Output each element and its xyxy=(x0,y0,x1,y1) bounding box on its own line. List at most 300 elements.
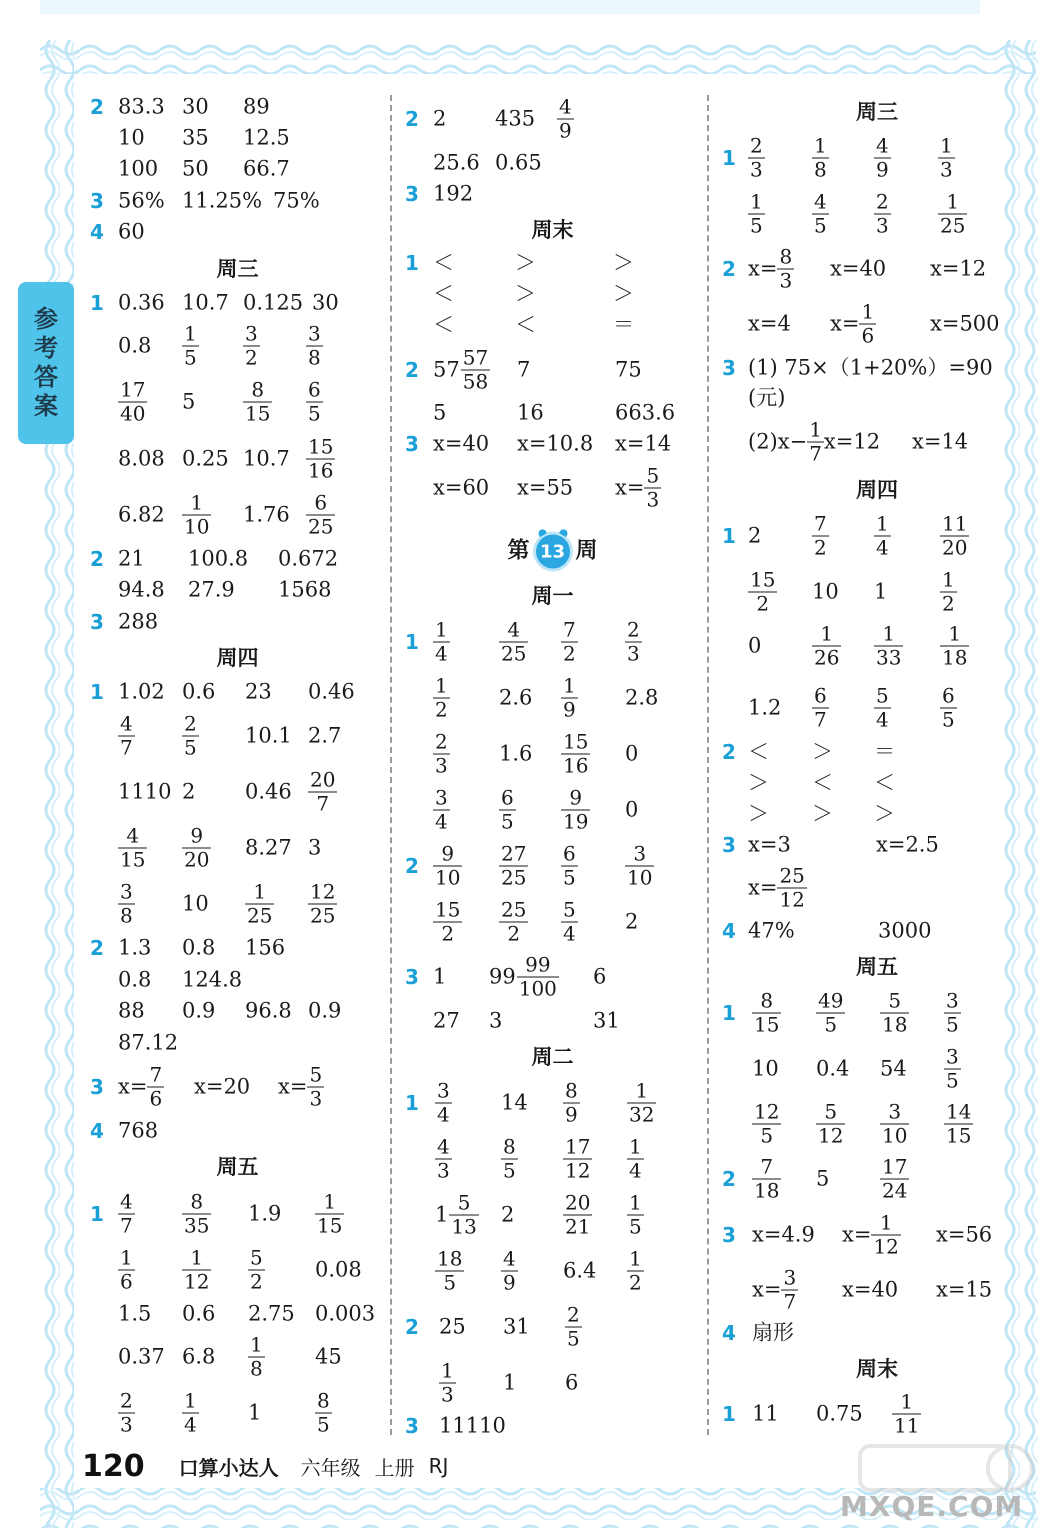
fraction xyxy=(625,619,642,666)
answer-value xyxy=(892,1391,921,1438)
fraction xyxy=(557,96,574,143)
denominator: 35 xyxy=(184,1213,210,1238)
answer-value: ＞ xyxy=(812,739,833,764)
answer-value: 0 xyxy=(625,741,639,766)
denominator: 15 xyxy=(120,847,146,872)
fraction xyxy=(627,1248,644,1295)
numerator: 27 xyxy=(501,841,527,866)
answer-value: ＞ xyxy=(613,281,634,306)
fraction xyxy=(625,843,654,890)
denominator: 9 xyxy=(565,1102,578,1127)
answer-value: 5 xyxy=(816,1166,830,1191)
answer-value: x=60 xyxy=(433,475,490,500)
answer-value: 1 xyxy=(433,964,447,989)
question-number: 4 xyxy=(90,1119,104,1143)
answer-value xyxy=(880,1101,909,1148)
answer-value: 8.27 xyxy=(245,835,292,860)
numerator: 5 xyxy=(563,897,576,922)
denominator: 8 xyxy=(120,903,133,928)
answer-value xyxy=(433,843,462,890)
answer-value: 6.8 xyxy=(182,1344,216,1369)
fraction xyxy=(874,513,891,560)
numerator: 2 xyxy=(435,729,448,754)
answer-value: 156 xyxy=(245,935,286,960)
mixed-whole: 57 xyxy=(433,357,460,382)
question-number: 3 xyxy=(90,189,104,213)
numerator: 3 xyxy=(435,785,448,810)
question-number: 2 xyxy=(90,95,104,119)
answer-value: ＜ xyxy=(433,281,454,306)
denominator: 24 xyxy=(882,1178,908,1203)
numerator: 8 xyxy=(317,1388,330,1413)
denominator: 5 xyxy=(750,213,763,238)
answer-value: ＞ xyxy=(812,801,833,826)
numerator: 1 xyxy=(629,1246,642,1271)
edition-label: RJ xyxy=(428,1454,449,1478)
answer-value xyxy=(118,825,147,872)
numerator: 49 xyxy=(818,988,844,1013)
numerator: 3 xyxy=(946,1044,959,1069)
fraction xyxy=(812,135,829,182)
denominator: 5 xyxy=(946,1068,959,1093)
answer-value: 30 xyxy=(182,94,209,119)
answer-value: 1 xyxy=(874,579,888,604)
fraction xyxy=(306,436,335,483)
denominator: 8 xyxy=(814,157,827,182)
answer-value xyxy=(182,825,211,872)
numerator: 6 xyxy=(942,683,955,708)
fraction xyxy=(874,623,903,670)
fraction xyxy=(433,787,450,834)
fraction xyxy=(182,323,199,370)
denominator: 6 xyxy=(149,1086,163,1111)
denominator: 9 xyxy=(876,157,889,182)
answer-value: 2.8 xyxy=(625,685,659,710)
denominator: 18 xyxy=(882,1012,908,1037)
answer-value: 54 xyxy=(880,1056,907,1081)
answer-value: ＜ xyxy=(515,312,536,337)
answer-value: 11110 xyxy=(439,1413,506,1438)
numerator: 3 xyxy=(946,988,959,1013)
day-heading: 周末 xyxy=(856,1357,898,1381)
fraction xyxy=(752,1101,781,1148)
denominator: 10 xyxy=(435,865,461,890)
answer-value: 10.1 xyxy=(245,723,292,748)
numerator: 17 xyxy=(882,1154,908,1179)
question-number: 1 xyxy=(405,251,419,275)
denominator: 12 xyxy=(873,1234,899,1259)
denominator: 4 xyxy=(876,707,889,732)
answer-value: 1.9 xyxy=(248,1201,282,1226)
fraction xyxy=(182,1390,199,1437)
answer-value: 0.65 xyxy=(495,150,542,175)
numerator: 1 xyxy=(184,1388,197,1413)
expr-prefix: x= xyxy=(118,1074,148,1099)
page-footer xyxy=(82,1448,462,1484)
numerator: 14 xyxy=(946,1099,972,1124)
answer-value xyxy=(433,619,450,666)
denominator: 2 xyxy=(942,591,955,616)
numerator: 9 xyxy=(441,841,455,866)
answer-value xyxy=(627,1136,644,1183)
numerator: 1 xyxy=(820,621,834,646)
answer-value: 3000 xyxy=(878,918,932,943)
answer-value: 1.3 xyxy=(118,935,152,960)
denominator: 4 xyxy=(437,1102,450,1127)
numerator: 4 xyxy=(120,711,133,736)
question-number: 4 xyxy=(90,220,104,244)
answer-value: 0.8 xyxy=(118,967,152,992)
answer-value xyxy=(812,513,829,560)
answer-value xyxy=(501,1136,518,1183)
denominator: 16 xyxy=(563,753,589,778)
answer-value xyxy=(306,379,323,426)
denominator: 5 xyxy=(629,1214,642,1239)
answer-value xyxy=(627,1248,644,1295)
answer-value xyxy=(812,623,841,670)
column-divider-2 xyxy=(707,95,709,1435)
answer-value xyxy=(435,1080,452,1127)
answer-value xyxy=(565,1304,582,1351)
answer-value: 7 xyxy=(517,357,531,382)
denominator: 3 xyxy=(437,1158,450,1183)
fraction xyxy=(565,1304,582,1351)
denominator: 9 xyxy=(559,118,572,143)
numerator: 8 xyxy=(779,244,793,269)
answer-value: 25.6 xyxy=(433,150,480,175)
fraction xyxy=(118,1247,135,1294)
answer-value: x=55 xyxy=(517,475,574,500)
denominator: 3 xyxy=(750,157,763,182)
denominator: 12 xyxy=(818,1123,844,1148)
fraction xyxy=(644,465,661,512)
numerator: 1 xyxy=(184,321,197,346)
fraction xyxy=(433,731,450,778)
answer-value: ＜ xyxy=(433,312,454,337)
answer-value: 0 xyxy=(625,797,639,822)
denominator: 15 xyxy=(245,401,271,426)
answer-value xyxy=(501,1248,518,1295)
week-prefix: 第 xyxy=(507,538,530,564)
question-number: 2 xyxy=(722,257,736,281)
answer-value: 14 xyxy=(501,1090,528,1115)
fraction xyxy=(874,135,891,182)
numerator: 17 xyxy=(565,1134,591,1159)
denominator: 12 xyxy=(184,1269,210,1294)
numerator: 7 xyxy=(563,617,576,642)
denominator: 5 xyxy=(567,1326,580,1351)
answer-value xyxy=(306,436,335,483)
mixed-whole: 99 xyxy=(489,964,516,989)
answer-value: 25 xyxy=(439,1314,466,1339)
numerator: 4 xyxy=(126,823,140,848)
numerator: 1 xyxy=(441,1358,454,1383)
numerator: 1 xyxy=(946,189,960,214)
numerator: 3 xyxy=(245,321,258,346)
answer-value xyxy=(433,899,462,946)
answer-value xyxy=(499,899,528,946)
answer-value: 1.76 xyxy=(243,502,290,527)
denominator: 21 xyxy=(565,1214,591,1239)
numerator: 6 xyxy=(308,377,321,402)
denominator: 2 xyxy=(507,921,521,946)
numerator: 2 xyxy=(120,1388,133,1413)
answer-value: 23 xyxy=(245,679,272,704)
numerator: 1 xyxy=(250,1332,263,1357)
fraction xyxy=(561,843,578,890)
numerator: 4 xyxy=(437,1134,450,1159)
answer-value xyxy=(182,1191,211,1238)
denominator: 7 xyxy=(809,441,822,466)
answer-value: 0.6 xyxy=(182,1301,216,1326)
answer-value: 10 xyxy=(812,579,839,604)
answer-value: 0.9 xyxy=(308,998,342,1023)
answer-value xyxy=(938,191,967,238)
answer-value xyxy=(435,1192,479,1239)
answer-value: 75% xyxy=(273,188,320,213)
grade-label: 六年级 xyxy=(300,1455,361,1480)
question-number: 4 xyxy=(722,1321,736,1345)
question-number: 1 xyxy=(405,1091,419,1115)
answer-value: 27 xyxy=(433,1008,460,1033)
denominator: 7 xyxy=(814,707,827,732)
numerator: 6 xyxy=(501,785,514,810)
numerator: 1 xyxy=(809,417,822,442)
denominator: 7 xyxy=(120,1213,133,1238)
fraction xyxy=(439,1360,456,1407)
fraction xyxy=(880,1156,909,1203)
fraction xyxy=(499,619,528,666)
denominator: 40 xyxy=(120,401,146,426)
fraction xyxy=(243,323,260,370)
question-number: 2 xyxy=(405,854,419,878)
denominator: 5 xyxy=(563,865,576,890)
denominator: 12 xyxy=(565,1158,591,1183)
question-number: 3 xyxy=(90,1075,104,1099)
fraction xyxy=(940,513,969,560)
answer-value: 5 xyxy=(182,389,196,414)
answer-value: 0.9 xyxy=(182,998,216,1023)
answer-value: 1.5 xyxy=(118,1301,152,1326)
denominator: 15 xyxy=(946,1123,972,1148)
fraction xyxy=(315,1191,344,1238)
fraction xyxy=(812,191,829,238)
fraction xyxy=(449,1192,478,1239)
answer-value: (元) xyxy=(748,385,786,410)
fraction xyxy=(871,1212,900,1259)
denominator: 4 xyxy=(435,809,448,834)
numerator: 20 xyxy=(310,767,336,792)
side-tab-answers xyxy=(18,282,74,444)
answer-value: 0.37 xyxy=(118,1344,165,1369)
fraction xyxy=(874,191,891,238)
answer-value xyxy=(433,347,490,394)
denominator: 8 xyxy=(250,1356,263,1381)
watermark-text: MXQE.COM xyxy=(840,1490,1024,1523)
answer-value: x=4.9 xyxy=(752,1222,815,1247)
fraction xyxy=(182,1191,211,1238)
numerator: 8 xyxy=(565,1078,578,1103)
question-number: 4 xyxy=(722,919,736,943)
numerator: 5 xyxy=(876,683,889,708)
numerator: 17 xyxy=(120,377,146,402)
answer-value: 1110 xyxy=(118,779,172,804)
answer-value: 2 xyxy=(501,1202,515,1227)
answer-value xyxy=(563,1080,580,1127)
question-number: 3 xyxy=(405,432,419,456)
numerator: 57 xyxy=(462,345,489,370)
day-heading: 周五 xyxy=(216,1155,259,1179)
answer-value: 0.672 xyxy=(278,546,339,571)
answer-value: 10.7 xyxy=(182,290,229,315)
fraction xyxy=(563,1192,592,1239)
question-number: 2 xyxy=(405,107,419,131)
answer-value xyxy=(816,990,845,1037)
answer-value xyxy=(880,990,909,1037)
numerator: 8 xyxy=(760,988,774,1013)
answer-value xyxy=(748,569,777,616)
answer-value xyxy=(874,685,891,732)
answer-value: 56% xyxy=(118,188,165,213)
numerator: 3 xyxy=(888,1099,902,1124)
answer-value: 6 xyxy=(593,964,607,989)
answer-value xyxy=(308,881,337,928)
answer-value xyxy=(561,731,590,778)
numerator: 25 xyxy=(779,863,805,888)
answer-value: 0.46 xyxy=(245,779,292,804)
numerator: 4 xyxy=(503,1246,516,1271)
numerator: 1 xyxy=(435,673,448,698)
answer-value xyxy=(315,1390,332,1437)
denominator: 8 xyxy=(308,345,321,370)
fraction xyxy=(499,843,528,890)
denominator: 58 xyxy=(462,369,489,394)
fraction xyxy=(561,619,578,666)
denominator: 10 xyxy=(882,1123,908,1148)
denominator: 4 xyxy=(184,1412,197,1437)
answer-value: 96.8 xyxy=(245,998,292,1023)
expr-suffix: x=12 xyxy=(823,429,881,454)
answer-value xyxy=(625,619,642,666)
question-number: 1 xyxy=(722,524,736,548)
answer-value xyxy=(627,1192,644,1239)
fraction xyxy=(859,301,876,348)
fraction xyxy=(118,1390,135,1437)
answer-value xyxy=(182,323,199,370)
fraction xyxy=(182,1247,211,1294)
question-number: 1 xyxy=(90,1202,104,1226)
answer-value xyxy=(248,1334,265,1381)
answer-value: 0.46 xyxy=(308,679,355,704)
answer-value: 5 xyxy=(433,400,447,425)
fraction xyxy=(118,825,147,872)
denominator: 18 xyxy=(754,1178,780,1203)
answer-value xyxy=(439,1360,456,1407)
numerator: 12 xyxy=(754,1099,780,1124)
answer-value xyxy=(499,619,528,666)
numerator: 3 xyxy=(633,841,647,866)
answer-value xyxy=(748,246,794,293)
fraction xyxy=(748,191,765,238)
answer-value xyxy=(874,513,891,560)
fraction xyxy=(748,569,777,616)
answer-value xyxy=(306,323,323,370)
denominator: 25 xyxy=(247,903,273,928)
answer-value xyxy=(561,675,578,722)
side-tab-char: 参 xyxy=(34,305,58,334)
numerator: 8 xyxy=(190,1189,204,1214)
answer-value: x=4 xyxy=(748,311,791,336)
denominator: 2 xyxy=(250,1269,263,1294)
answer-value: 2 xyxy=(748,523,762,548)
denominator: 13 xyxy=(451,1214,477,1239)
answer-value xyxy=(615,465,661,512)
fraction xyxy=(938,191,967,238)
answer-value xyxy=(752,1156,781,1203)
answer-value: x=15 xyxy=(936,1277,993,1302)
day-heading: 周四 xyxy=(216,646,259,670)
answer-value xyxy=(118,1390,135,1437)
fraction xyxy=(563,1080,580,1127)
answer-value: 0.25 xyxy=(182,446,229,471)
denominator: 4 xyxy=(876,535,889,560)
answer-value: 27.9 xyxy=(188,577,235,602)
numerator: 2 xyxy=(750,133,763,158)
side-tab-char: 考 xyxy=(34,334,58,363)
question-number: 3 xyxy=(722,356,736,380)
answer-value xyxy=(944,990,961,1037)
answer-value xyxy=(812,191,829,238)
answer-value: ＜ xyxy=(748,739,769,764)
denominator: 2 xyxy=(756,591,770,616)
denominator: 11 xyxy=(894,1413,920,1438)
numerator: 15 xyxy=(750,567,776,592)
fraction xyxy=(880,1101,909,1148)
fraction xyxy=(118,713,135,760)
question-number: 2 xyxy=(722,740,736,764)
denominator: 19 xyxy=(563,809,589,834)
answer-value: ＞ xyxy=(874,801,895,826)
fraction xyxy=(118,379,147,426)
answer-value xyxy=(812,135,829,182)
question-number: 1 xyxy=(722,1001,736,1025)
fraction xyxy=(147,1064,164,1111)
denominator: 2 xyxy=(441,921,455,946)
answer-value: ＞ xyxy=(748,801,769,826)
answer-value: 31 xyxy=(503,1314,530,1339)
denominator: 3 xyxy=(646,487,660,512)
denominator: 5 xyxy=(184,345,197,370)
answer-value xyxy=(433,787,450,834)
week-suffix: 周 xyxy=(575,538,598,564)
denominator: 15 xyxy=(317,1213,343,1238)
answer-value: 1568 xyxy=(278,577,332,602)
numerator: 1 xyxy=(876,511,889,536)
numerator: 1 xyxy=(861,299,875,324)
answer-value: 1.02 xyxy=(118,679,165,704)
answer-value xyxy=(435,1136,452,1183)
numerator: 15 xyxy=(435,897,461,922)
denominator: 5 xyxy=(946,1012,959,1037)
fraction xyxy=(940,623,969,670)
fraction xyxy=(248,1247,265,1294)
answer-value xyxy=(243,323,260,370)
fraction xyxy=(807,419,824,466)
answer-value: 66.7 xyxy=(243,156,290,181)
answer-value xyxy=(433,731,450,778)
numerator: 5 xyxy=(250,1245,263,1270)
numerator: 1 xyxy=(940,133,953,158)
